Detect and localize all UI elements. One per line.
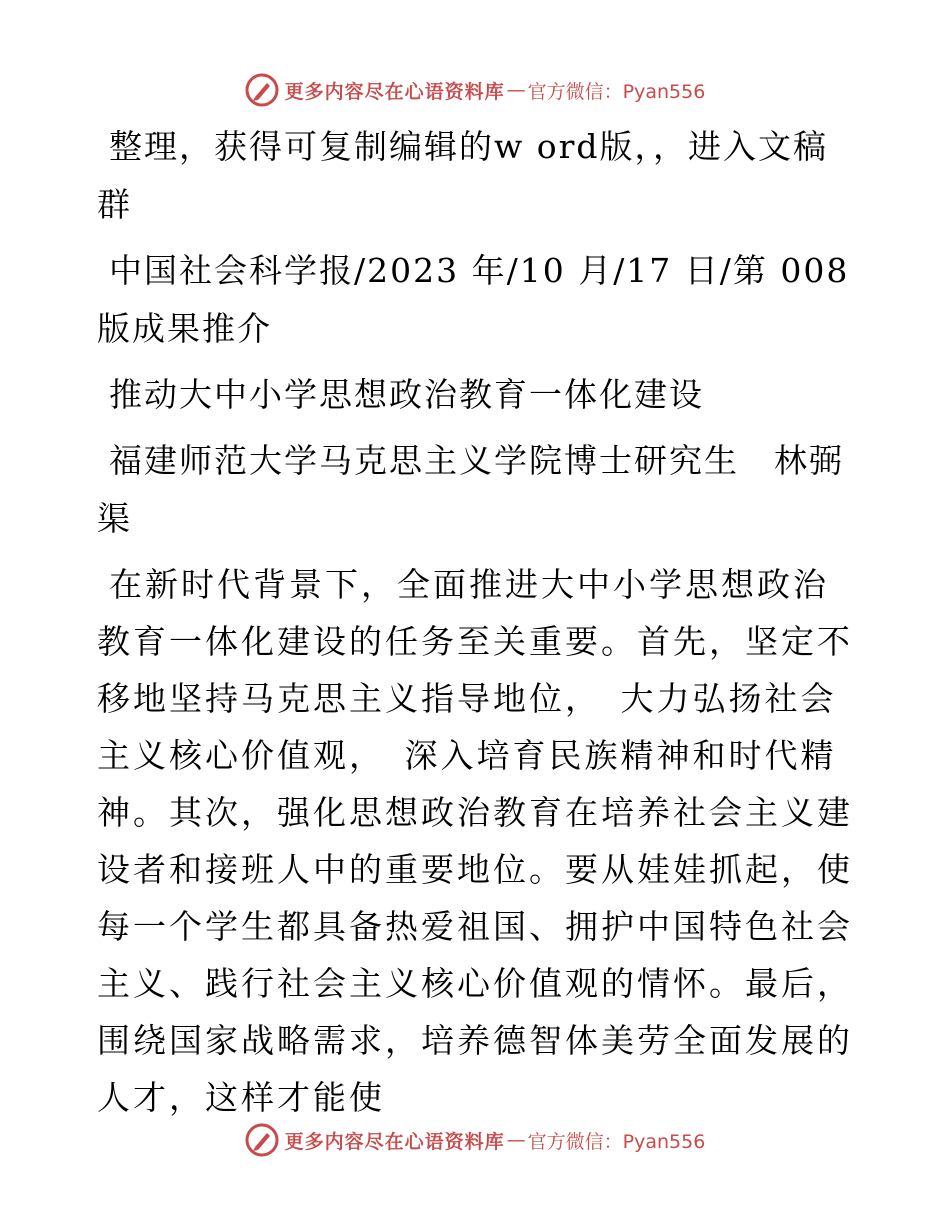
watermark-contact: 官方微信：Pyan556 bbox=[527, 80, 706, 103]
intro-paragraph: 整理，获得可复制编辑的w ord版，，进入文稿群 bbox=[97, 127, 829, 224]
watermark-dash: — bbox=[506, 79, 526, 101]
document-body bbox=[97, 118, 857, 1134]
body-paragraph: 在新时代背景下，全面推进大中小学思想政治教育一体化建设的任务至关重要。首先，坚定不移地坚持马克思主义指导地位， 大力弘扬社会主义核心价值观， 深入培育民族精神和时代精神。其次，强化思想政治教育在培养社会主义建设者和接班人中的重要地位。要从娃娃抓起，使每一个学生都具备热爱祖国、拥护中国特色社会主义、践行社会主义核心价值观的情怀。最后，围绕国家战略需求，培养德智体美劳全面发展的人才，这样才能使 bbox=[97, 565, 853, 1117]
footer-watermark bbox=[0, 1120, 950, 1160]
pen-logo-icon bbox=[245, 73, 279, 107]
header-watermark bbox=[0, 70, 950, 110]
article-title: 推动大中小学思想政治教育一体化建设 bbox=[109, 375, 704, 414]
watermark-dash: — bbox=[506, 1129, 526, 1151]
source-paragraph: 中国社会科学报/2023 年/10 月/17 日/第 008 版成果推介 bbox=[97, 251, 850, 348]
watermark-brand: 更多内容尽在心语资料库 bbox=[284, 80, 505, 103]
watermark-contact: 官方微信：Pyan556 bbox=[527, 1130, 706, 1153]
pen-logo-icon bbox=[245, 1123, 279, 1157]
author-line: 福建师范大学马克思主义学院博士研究生 林弼渠 bbox=[97, 441, 844, 538]
watermark-brand: 更多内容尽在心语资料库 bbox=[284, 1130, 505, 1153]
